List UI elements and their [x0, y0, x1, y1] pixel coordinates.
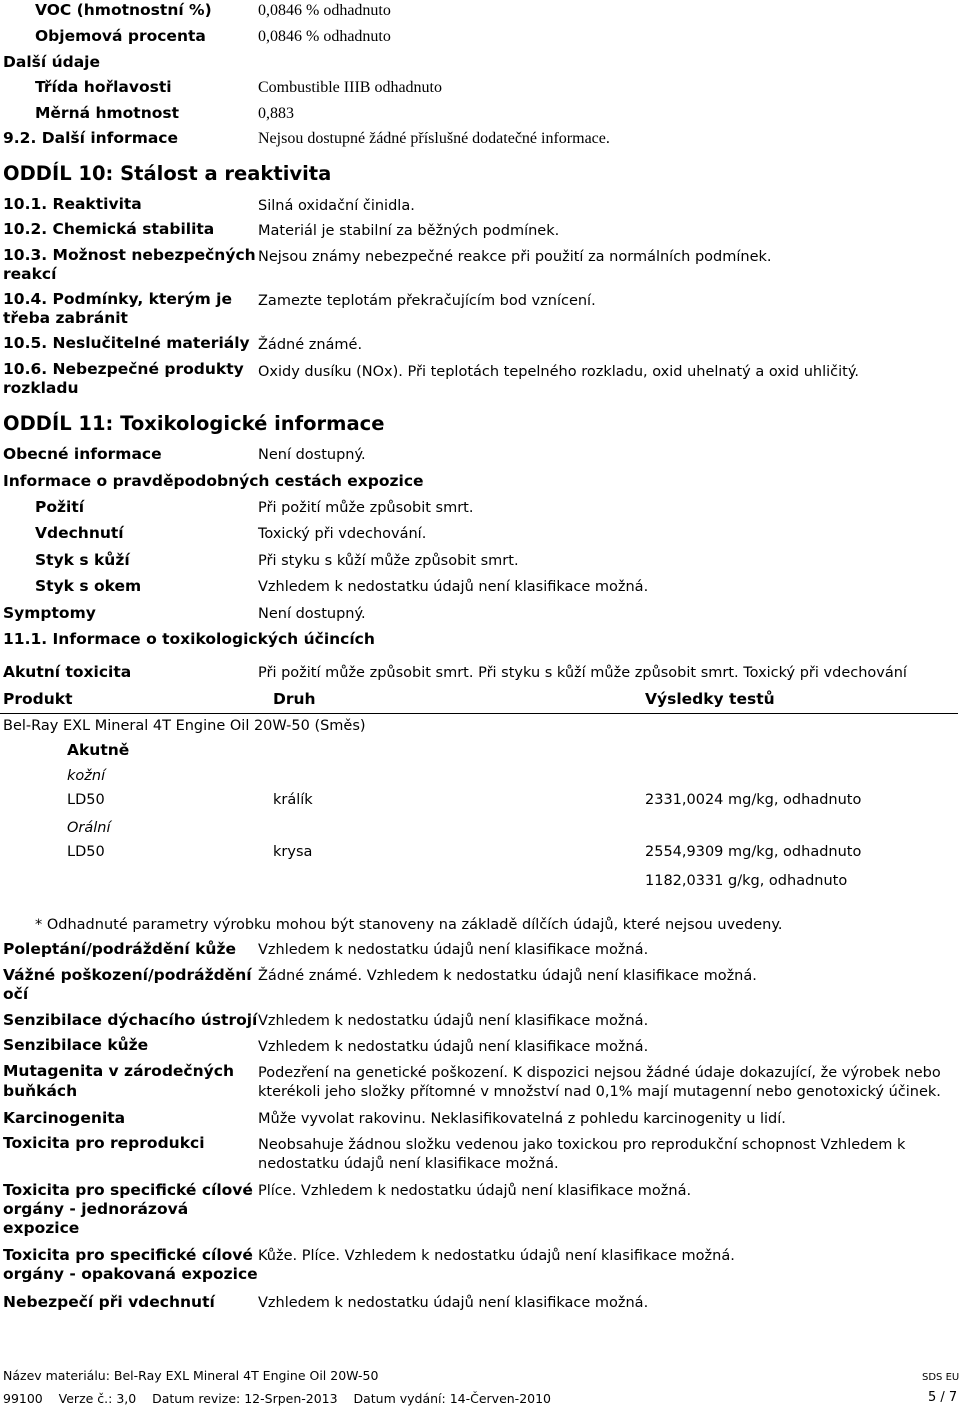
mutagenicity-value-2: kterékoli jeho složky přítomné v množství nad 0,1% mají mutagenní nebo genotoxický účinek.: [258, 1084, 941, 1100]
footer-sds-label: SDS EU: [922, 1372, 960, 1383]
aspiration-hazard-label: Nebezpečí při vdechnutí: [3, 1293, 215, 1311]
decomposition-products-label-1: 10.6. Nebezpečné produkty: [3, 360, 244, 378]
mutagenicity-label-2: buňkách: [3, 1082, 78, 1100]
other-data-label: Další údaje: [3, 53, 100, 71]
incompatible-materials-label: 10.5. Neslučitelné materiály: [3, 334, 250, 352]
skin-contact-value: Při styku s kůží může způsobit smrt.: [258, 553, 519, 569]
skin-irritation-value: Vzhledem k nedostatku údajů není klasifikace možná.: [258, 942, 649, 958]
table-acute-label: Akutně: [67, 741, 130, 759]
reproductive-toxicity-label: Toxicita pro reprodukci: [3, 1134, 205, 1152]
eye-damage-value: Žádné známé. Vzhledem k nedostatku údajů není klasifikace možná.: [258, 968, 757, 984]
table-oral-result-2: 1182,0331 g/kg, odhadnuto: [645, 873, 848, 889]
hazardous-reactions-label-2: reakcí: [3, 265, 57, 283]
table-dermal-result: 2331,0024 mg/kg, odhadnuto: [645, 792, 862, 808]
stot-single-label-1: Toxicita pro specifické cílové: [3, 1181, 253, 1199]
stot-repeated-label-2: orgány - opakovaná expozice: [3, 1265, 258, 1283]
table-product-name: Bel-Ray EXL Mineral 4T Engine Oil 20W-50 (Směs): [3, 718, 366, 734]
conditions-avoid-label-1: 10.4. Podmínky, kterým je: [3, 290, 232, 308]
stot-single-value: Plíce. Vzhledem k nedostatku údajů není klasifikace možná.: [258, 1183, 692, 1199]
carcinogenicity-label: Karcinogenita: [3, 1109, 126, 1127]
table-header-species: Druh: [273, 690, 316, 708]
eye-damage-label-2: očí: [3, 985, 29, 1003]
conditions-avoid-label-2: třeba zabránit: [3, 309, 128, 327]
footer-meta: 99100 Verze č.: 3,0 Datum revize: 12-Srpen-2013 Datum vydání: 14-Červen-2010: [3, 1391, 552, 1406]
skin-sensitization-value: Vzhledem k nedostatku údajů není klasifikace možná.: [258, 1039, 649, 1055]
table-dermal-species: králík: [273, 792, 313, 808]
general-info-value: Není dostupný.: [258, 447, 366, 463]
mutagenicity-label-1: Mutagenita v zárodečných: [3, 1062, 234, 1080]
decomposition-products-label-2: rozkladu: [3, 379, 79, 397]
respiratory-sensitization-value: Vzhledem k nedostatku údajů není klasifikace možná.: [258, 1013, 649, 1029]
skin-sensitization-label: Senzibilace kůže: [3, 1036, 149, 1054]
symptoms-label: Symptomy: [3, 604, 96, 622]
acute-toxicity-label: Akutní toxicita: [3, 663, 132, 681]
skin-irritation-label: Poleptání/podráždění kůže: [3, 940, 236, 958]
eye-damage-label-1: Vážné poškození/podráždění: [3, 966, 252, 984]
ingestion-value: Při požití může způsobit smrt.: [258, 500, 474, 516]
volume-value: 0,0846 % odhadnuto: [258, 28, 391, 45]
table-route-oral: Orální: [67, 820, 111, 836]
chemical-stability-label: 10.2. Chemická stabilita: [3, 220, 215, 238]
skin-contact-label: Styk s kůží: [35, 551, 130, 569]
eye-contact-label: Styk s okem: [35, 577, 142, 595]
ingestion-label: Požití: [35, 498, 85, 516]
hazardous-reactions-label-1: 10.3. Možnost nebezpečných: [3, 246, 256, 264]
acute-toxicity-value: Při požití může způsobit smrt. Při styku s kůží může způsobit smrt. Toxický při vdechování: [258, 665, 907, 681]
stot-single-label-3: expozice: [3, 1219, 80, 1237]
general-info-label: Obecné informace: [3, 445, 162, 463]
footer-page-number: 5 / 7: [928, 1390, 958, 1405]
inhalation-label: Vdechnutí: [35, 524, 124, 542]
stot-repeated-label-1: Toxicita pro specifické cílové: [3, 1246, 253, 1264]
stot-single-label-2: orgány - jednorázová: [3, 1200, 189, 1218]
mutagenicity-value-1: Podezření na genetické poškození. K dispozici nejsou žádné údaje dokazující, že výrobek nebo: [258, 1065, 941, 1081]
table-oral-result-1: 2554,9309 mg/kg, odhadnuto: [645, 844, 862, 860]
table-oral-species: krysa: [273, 844, 313, 860]
stot-repeated-value: Kůže. Plíce. Vzhledem k nedostatku údajů není klasifikace možná.: [258, 1248, 735, 1264]
footer-material-name: Název materiálu: Bel-Ray EXL Mineral 4T Engine Oil 20W-50: [3, 1368, 379, 1383]
voc-value: 0,0846 % odhadnuto: [258, 2, 391, 19]
reactivity-value: Silná oxidační činidla.: [258, 198, 415, 214]
reproductive-toxicity-value-2: nedostatku údajů není klasifikace možná.: [258, 1156, 559, 1172]
exposure-routes-heading: Informace o pravděpodobných cestách expozice: [3, 472, 424, 490]
table-oral-test: LD50: [67, 844, 105, 860]
decomposition-products-value: Oxidy dusíku (NOx). Při teplotách tepelného rozkladu, oxid uhelnatý a oxid uhličitý.: [258, 364, 859, 380]
conditions-avoid-value: Zamezte teplotám překračujícím bod vznícení.: [258, 293, 596, 309]
table-header-product: Produkt: [3, 690, 73, 708]
chemical-stability-value: Materiál je stabilní za běžných podmínek.: [258, 223, 560, 239]
table-header-results: Výsledky testů: [645, 690, 775, 708]
table-header-rule: [0, 713, 958, 714]
inhalation-value: Toxický při vdechování.: [258, 526, 427, 542]
other-info-value: Nejsou dostupné žádné příslušné dodatečné informace.: [258, 130, 610, 147]
table-route-dermal: kožní: [67, 768, 106, 784]
aspiration-hazard-value: Vzhledem k nedostatku údajů není klasifikace možná.: [258, 1295, 649, 1311]
other-info-label: 9.2. Další informace: [3, 129, 179, 147]
carcinogenicity-value: Může vyvolat rakovinu. Neklasifikovatelná z pohledu karcinogenity u lidí.: [258, 1111, 786, 1127]
flammability-label: Třída hořlavosti: [35, 78, 172, 96]
volume-label: Objemová procenta: [35, 27, 206, 45]
hazardous-reactions-value: Nejsou známy nebezpečné reakce při použití za normálních podmínek.: [258, 249, 772, 265]
toxicological-effects-heading: 11.1. Informace o toxikologických účincích: [3, 630, 375, 648]
symptoms-value: Není dostupný.: [258, 606, 366, 622]
density-label: Měrná hmotnost: [35, 104, 180, 122]
voc-label: VOC (hmotnostní %): [35, 1, 212, 19]
footnote: * Odhadnuté parametry výrobku mohou být stanoveny na základě dílčích údajů, které nejsou uvedeny.: [35, 917, 783, 933]
section-10-heading: ODDÍL 10: Stálost a reaktivita: [3, 162, 332, 185]
density-value: 0,883: [258, 105, 294, 122]
respiratory-sensitization-label: Senzibilace dýchacího ústrojí: [3, 1011, 258, 1029]
eye-contact-value: Vzhledem k nedostatku údajů není klasifikace možná.: [258, 579, 649, 595]
incompatible-materials-value: Žádné známé.: [258, 337, 363, 353]
table-dermal-test: LD50: [67, 792, 105, 808]
section-11-heading: ODDÍL 11: Toxikologické informace: [3, 412, 385, 435]
flammability-value: Combustible IIIB odhadnuto: [258, 79, 442, 96]
reactivity-label: 10.1. Reaktivita: [3, 195, 142, 213]
reproductive-toxicity-value-1: Neobsahuje žádnou složku vedenou jako toxickou pro reprodukční schopnost Vzhledem k: [258, 1137, 906, 1153]
